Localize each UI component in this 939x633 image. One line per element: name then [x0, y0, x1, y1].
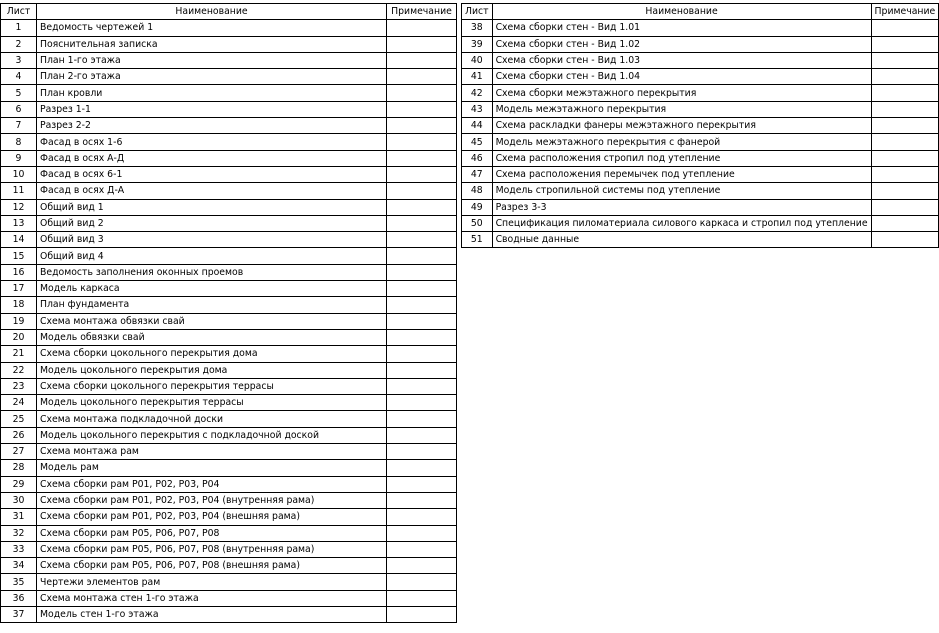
table-row: [462, 232, 939, 248]
sheet-name-cell: Модель цокольного перекрытия террасы: [37, 395, 387, 411]
sheet-name-cell: Разрез 2-2: [37, 118, 387, 134]
table-row: [1, 52, 457, 68]
sheet-name-cell: Схема сборки межэтажного перекрытия: [492, 85, 871, 101]
sheet-number-cell: 49: [462, 199, 493, 215]
sheet-name-cell: Схема сборки стен - Вид 1.04: [492, 69, 871, 85]
table-row: [1, 525, 457, 541]
table-row: [1, 362, 457, 378]
sheet-note-cell: [387, 85, 457, 101]
table-row: [462, 199, 939, 215]
sheet-name-cell: Модель межэтажного перекрытия: [492, 101, 871, 117]
sheet-number-cell: 24: [1, 395, 37, 411]
sheet-note-cell: [871, 134, 939, 150]
table-row: [462, 69, 939, 85]
sheet-name-cell: Модель цокольного перекрытия с подкладочной доской: [37, 427, 387, 443]
header-note: Примечание: [871, 4, 939, 20]
sheet-name-cell: Схема расположения перемычек под утепление: [492, 166, 871, 182]
sheet-name-cell: Схема сборки цокольного перекрытия террасы: [37, 378, 387, 394]
sheet-number-cell: 18: [1, 297, 37, 313]
sheet-number-cell: 7: [1, 118, 37, 134]
sheet-note-cell: [871, 232, 939, 248]
table-row: [1, 313, 457, 329]
table-row: [462, 134, 939, 150]
sheet-number-cell: 3: [1, 52, 37, 68]
header-row: [462, 4, 939, 20]
table-row: [462, 101, 939, 117]
table-row: [462, 150, 939, 166]
sheet-number-cell: 2: [1, 36, 37, 52]
sheet-note-cell: [387, 541, 457, 557]
header-note: Примечание: [387, 4, 457, 20]
sheet-number-cell: 44: [462, 118, 493, 134]
sheet-number-cell: 48: [462, 183, 493, 199]
sheet-number-cell: 20: [1, 329, 37, 345]
sheet-number-cell: 14: [1, 232, 37, 248]
sheet-name-cell: Разрез 3-3: [492, 199, 871, 215]
sheet-name-cell: Схема монтажа рам: [37, 444, 387, 460]
table-row: [1, 20, 457, 36]
sheet-name-cell: План кровли: [37, 85, 387, 101]
sheet-note-cell: [387, 525, 457, 541]
sheet-name-cell: Пояснительная записка: [37, 36, 387, 52]
sheet-note-cell: [387, 248, 457, 264]
sheet-number-cell: 6: [1, 101, 37, 117]
table-row: [462, 20, 939, 36]
sheet-number-cell: 31: [1, 509, 37, 525]
sheet-number-cell: 13: [1, 215, 37, 231]
sheet-note-cell: [387, 606, 457, 622]
sheet-note-cell: [387, 444, 457, 460]
table-row: [1, 297, 457, 313]
table-body: [1, 20, 457, 623]
table-row: [1, 69, 457, 85]
sheet-name-cell: Схема сборки рам Р05, Р06, Р07, Р08: [37, 525, 387, 541]
sheet-name-cell: Схема раскладки фанеры межэтажного перекрытия: [492, 118, 871, 134]
table-row: [462, 183, 939, 199]
table-row: [1, 101, 457, 117]
sheet-name-cell: Модель межэтажного перекрытия с фанерой: [492, 134, 871, 150]
sheet-number-cell: 37: [1, 606, 37, 622]
table-row: [1, 232, 457, 248]
sheet-note-cell: [387, 558, 457, 574]
sheet-note-cell: [387, 36, 457, 52]
sheet-note-cell: [387, 281, 457, 297]
table-row: [1, 378, 457, 394]
sheet-note-cell: [387, 411, 457, 427]
sheet-number-cell: 33: [1, 541, 37, 557]
sheet-number-cell: 4: [1, 69, 37, 85]
sheet-number-cell: 39: [462, 36, 493, 52]
table-row: [1, 150, 457, 166]
sheet-number-cell: 38: [462, 20, 493, 36]
table-row: [1, 281, 457, 297]
table-row: [1, 329, 457, 345]
sheet-name-cell: Схема сборки стен - Вид 1.02: [492, 36, 871, 52]
sheet-number-cell: 8: [1, 134, 37, 150]
sheet-number-cell: 10: [1, 166, 37, 182]
table-row: [1, 509, 457, 525]
sheet-number-cell: 41: [462, 69, 493, 85]
sheet-number-cell: 35: [1, 574, 37, 590]
sheet-note-cell: [387, 199, 457, 215]
sheet-number-cell: 50: [462, 215, 493, 231]
sheet-name-cell: Общий вид 3: [37, 232, 387, 248]
sheet-name-cell: Схема сборки стен - Вид 1.01: [492, 20, 871, 36]
sheet-name-cell: Схема расположения стропил под утепление: [492, 150, 871, 166]
table-row: [462, 215, 939, 231]
sheet-note-cell: [871, 199, 939, 215]
sheet-name-cell: Фасад в осях Д-А: [37, 183, 387, 199]
sheet-name-cell: Схема монтажа подкладочной доски: [37, 411, 387, 427]
sheet-name-cell: Схема сборки рам Р01, Р02, Р03, Р04 (внутренняя рама): [37, 492, 387, 508]
table-row: [1, 460, 457, 476]
sheet-name-cell: Общий вид 1: [37, 199, 387, 215]
header-sheet: Лист: [1, 4, 37, 20]
sheet-note-cell: [387, 215, 457, 231]
sheet-number-cell: 47: [462, 166, 493, 182]
sheet-number-cell: 16: [1, 264, 37, 280]
sheet-note-cell: [871, 36, 939, 52]
table-row: [1, 166, 457, 182]
sheet-name-cell: Общий вид 2: [37, 215, 387, 231]
sheet-name-cell: Схема сборки рам Р05, Р06, Р07, Р08 (внешняя рама): [37, 558, 387, 574]
sheet-number-cell: 32: [1, 525, 37, 541]
sheet-name-cell: Схема сборки цокольного перекрытия дома: [37, 346, 387, 362]
sheet-note-cell: [387, 166, 457, 182]
table-row: [1, 574, 457, 590]
sheet-note-cell: [871, 69, 939, 85]
table-row: [1, 444, 457, 460]
table-row: [1, 411, 457, 427]
sheet-note-cell: [387, 183, 457, 199]
sheet-name-cell: Фасад в осях 1-6: [37, 134, 387, 150]
table-row: [462, 36, 939, 52]
table-row: [1, 118, 457, 134]
table-row: [1, 476, 457, 492]
sheet-note-cell: [871, 118, 939, 134]
sheet-number-cell: 21: [1, 346, 37, 362]
sheet-name-cell: Общий вид 4: [37, 248, 387, 264]
sheet-name-cell: Схема монтажа стен 1-го этажа: [37, 590, 387, 606]
sheet-note-cell: [871, 52, 939, 68]
sheet-note-cell: [871, 101, 939, 117]
sheet-number-cell: 25: [1, 411, 37, 427]
sheet-number-cell: 5: [1, 85, 37, 101]
sheet-note-cell: [387, 329, 457, 345]
table-row: [462, 52, 939, 68]
sheet-number-cell: 42: [462, 85, 493, 101]
sheet-note-cell: [387, 346, 457, 362]
table-row: [462, 166, 939, 182]
sheet-name-cell: План фундамента: [37, 297, 387, 313]
table-row: [1, 248, 457, 264]
sheet-note-cell: [871, 85, 939, 101]
sheet-name-cell: Модель цокольного перекрытия дома: [37, 362, 387, 378]
sheet-number-cell: 34: [1, 558, 37, 574]
sheet-note-cell: [387, 509, 457, 525]
sheet-number-cell: 36: [1, 590, 37, 606]
table-row: [1, 199, 457, 215]
sheet-number-cell: 19: [1, 313, 37, 329]
sheet-note-cell: [871, 150, 939, 166]
sheet-number-cell: 46: [462, 150, 493, 166]
sheet-number-cell: 43: [462, 101, 493, 117]
sheet-name-cell: Фасад в осях 6-1: [37, 166, 387, 182]
sheet-note-cell: [871, 215, 939, 231]
table-row: [1, 215, 457, 231]
sheet-number-cell: 40: [462, 52, 493, 68]
sheet-name-cell: Ведомость заполнения оконных проемов: [37, 264, 387, 280]
sheet-name-cell: Модель стен 1-го этажа: [37, 606, 387, 622]
sheet-name-cell: Модель стропильной системы под утепление: [492, 183, 871, 199]
sheet-note-cell: [387, 362, 457, 378]
sheet-number-cell: 12: [1, 199, 37, 215]
table-row: [1, 85, 457, 101]
sheet-name-cell: Спецификация пиломатериала силового каркаса и стропил под утепление: [492, 215, 871, 231]
header-row: [1, 4, 457, 20]
table-row: [462, 118, 939, 134]
table-row: [1, 541, 457, 557]
sheet-number-cell: 11: [1, 183, 37, 199]
sheet-name-cell: Схема сборки рам Р01, Р02, Р03, Р04: [37, 476, 387, 492]
table-row: [1, 183, 457, 199]
sheet-number-cell: 23: [1, 378, 37, 394]
sheet-note-cell: [387, 118, 457, 134]
table-row: [462, 85, 939, 101]
sheet-name-cell: Чертежи элементов рам: [37, 574, 387, 590]
sheet-note-cell: [387, 313, 457, 329]
sheet-name-cell: Фасад в осях А-Д: [37, 150, 387, 166]
sheet-name-cell: План 1-го этажа: [37, 52, 387, 68]
sheet-number-cell: 28: [1, 460, 37, 476]
sheet-number-cell: 30: [1, 492, 37, 508]
header-name: Наименование: [492, 4, 871, 20]
sheet-name-cell: Сводные данные: [492, 232, 871, 248]
sheet-note-cell: [871, 20, 939, 36]
table-row: [1, 590, 457, 606]
sheet-note-cell: [387, 20, 457, 36]
sheet-note-cell: [387, 492, 457, 508]
sheet-note-cell: [387, 134, 457, 150]
sheet-note-cell: [387, 150, 457, 166]
table-row: [1, 36, 457, 52]
sheet-name-cell: Схема сборки стен - Вид 1.03: [492, 52, 871, 68]
sheet-note-cell: [387, 297, 457, 313]
sheet-name-cell: Модель рам: [37, 460, 387, 476]
sheet-note-cell: [387, 476, 457, 492]
sheet-note-cell: [871, 183, 939, 199]
sheet-name-cell: Схема сборки рам Р05, Р06, Р07, Р08 (внутренняя рама): [37, 541, 387, 557]
sheet-note-cell: [387, 427, 457, 443]
sheet-note-cell: [387, 460, 457, 476]
sheet-number-cell: 51: [462, 232, 493, 248]
sheet-note-cell: [387, 52, 457, 68]
sheet-number-cell: 17: [1, 281, 37, 297]
table-row: [1, 134, 457, 150]
sheet-name-cell: Ведомость чертежей 1: [37, 20, 387, 36]
sheet-note-cell: [387, 232, 457, 248]
sheet-number-cell: 1: [1, 20, 37, 36]
sheet-note-cell: [387, 101, 457, 117]
drawings-table-left: [0, 3, 457, 623]
table-row: [1, 606, 457, 622]
sheet-name-cell: Модель каркаса: [37, 281, 387, 297]
table-row: [1, 264, 457, 280]
table-row: [1, 395, 457, 411]
drawings-table-right: [461, 3, 939, 248]
table-row: [1, 427, 457, 443]
sheet-name-cell: Разрез 1-1: [37, 101, 387, 117]
sheet-note-cell: [387, 69, 457, 85]
sheet-number-cell: 26: [1, 427, 37, 443]
sheet-number-cell: 15: [1, 248, 37, 264]
sheet-name-cell: Модель обвязки свай: [37, 329, 387, 345]
sheet-name-cell: План 2-го этажа: [37, 69, 387, 85]
sheet-number-cell: 29: [1, 476, 37, 492]
table-row: [1, 346, 457, 362]
sheet-note-cell: [387, 395, 457, 411]
sheet-note-cell: [387, 264, 457, 280]
sheet-note-cell: [387, 590, 457, 606]
sheet-note-cell: [387, 574, 457, 590]
table-row: [1, 492, 457, 508]
sheet-number-cell: 9: [1, 150, 37, 166]
sheet-number-cell: 45: [462, 134, 493, 150]
sheet-number-cell: 22: [1, 362, 37, 378]
header-sheet: Лист: [462, 4, 493, 20]
table-body: [462, 20, 939, 248]
sheet-number-cell: 27: [1, 444, 37, 460]
table-row: [1, 558, 457, 574]
header-name: Наименование: [37, 4, 387, 20]
sheet-name-cell: Схема сборки рам Р01, Р02, Р03, Р04 (внешняя рама): [37, 509, 387, 525]
sheet-name-cell: Схема монтажа обвязки свай: [37, 313, 387, 329]
sheet-note-cell: [871, 166, 939, 182]
sheet-note-cell: [387, 378, 457, 394]
